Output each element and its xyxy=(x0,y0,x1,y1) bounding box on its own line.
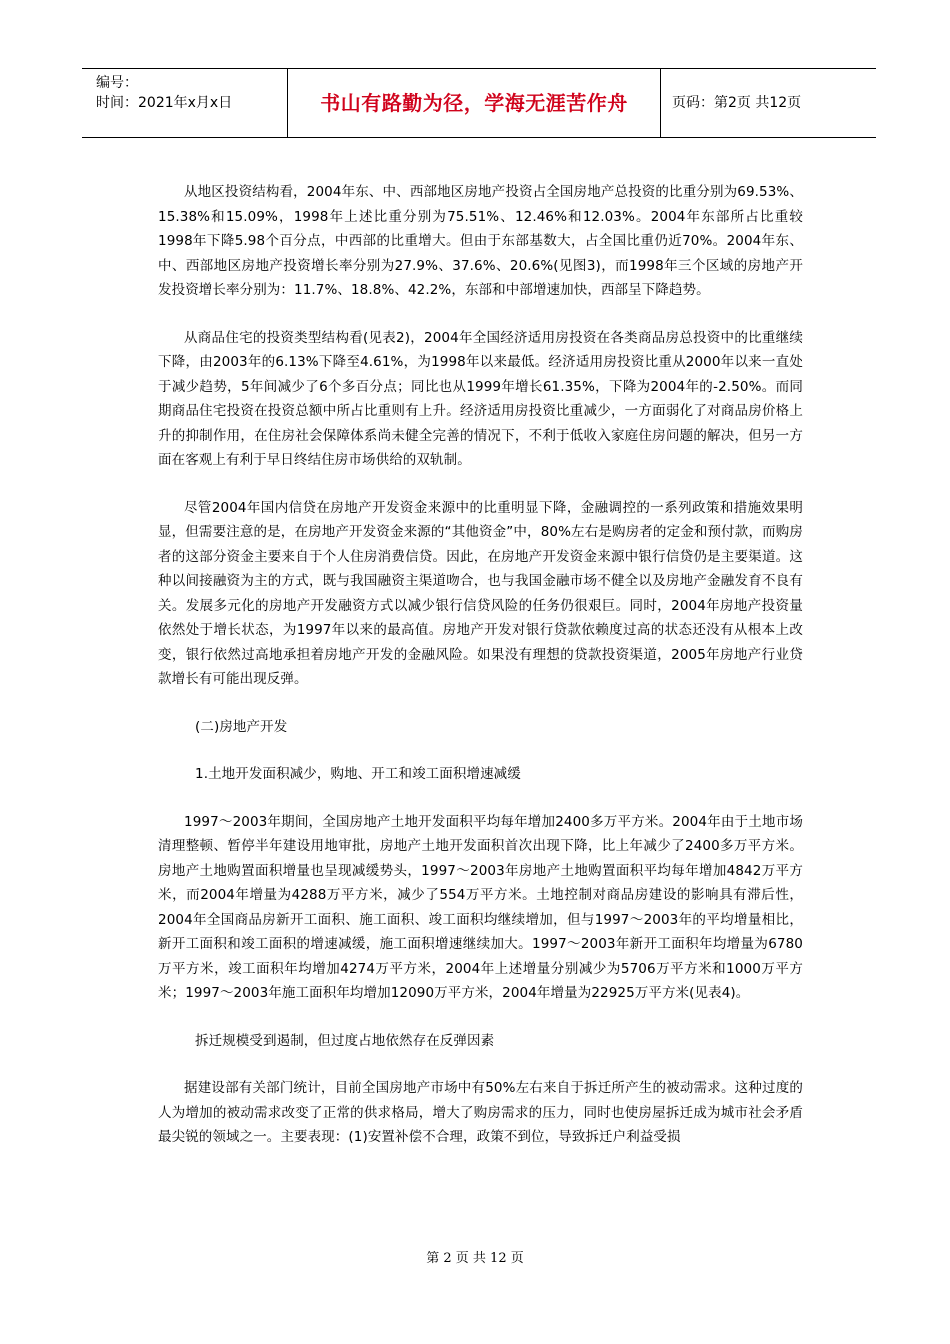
page-header xyxy=(82,68,876,138)
body-paragraph: 据建设部有关部门统计，目前全国房地产市场中有50%左右来自于拆迁所产生的被动需求。这种过度的人为增加的被动需求改变了正常的供求格局，增大了购房需求的压力，同时也使房屋拆迁成为城市社会矛盾最尖锐的领域之一。主要表现：(1)安置补偿不合理，政策不到位，导致拆迁户利益受损 xyxy=(158,1080,803,1145)
header-page-number: 页码：第2页 共12页 xyxy=(672,95,802,111)
header-meta xyxy=(96,73,232,113)
section-heading: (二)房地产开发 xyxy=(195,718,288,735)
body-paragraph: 从商品住宅的投资类型结构看(见表2)，2004年全国经济适用房投资在各类商品房总投资中的比重继续下降，由2003年的6.13%下降至4.61%，为1998年以来最低。经济适用房投资比重从2000年以来一直处于减少趋势，5年间减少了6个多百分点；同比也从1999年增长61.35%，下降为2004年的-2.50%。而同期商品住宅投资在投资总额中所占比重则有上升。经济适用房投资比重减少，一方面弱化了对商品房价格上升的抑制作用，在住房社会保障体系尚未健全完善的情况下，不利于低收入家庭住房问题的解决，但另一方面在客观上有利于早日终结住房市场供给的双轨制。 xyxy=(158,329,803,468)
header-divider xyxy=(660,69,661,137)
page-footer: 第 2 页 共 12 页 xyxy=(426,1251,524,1266)
sub-heading: 1.土地开发面积减少，购地、开工和竣工面积增速减缓 xyxy=(195,766,521,782)
body-paragraph: 1997～2003年期间，全国房地产土地开发面积平均每年增加2400多万平方米。2004年由于土地市场清理整顿、暂停半年建设用地审批，房地产土地开发面积首次出现下降，比上年减少了2400多万平方米。房地产土地购置面积增量也呈现减缓势头，1997～2003年房地产土地购置面积平均每年增加4842万平方米，而2004年增量为4288万平方米，减少了554万平方米。土地控制对商品房建设的影响具有滞后性，2004年全国商品房新开工面积、施工面积、竣工面积均继续增加，但与1997～2003年的平均增量相比，新开工面积和竣工面积的增速减缓，施工面积增速继续加大。1997～2003年新开工面积年均增量为6780万平方米，竣工面积年均增加4274万平方米，2004年上述增量分别减少为5706万平方米和1000万平方米；1997～2003年施工面积年均增加12090万平方米，2004年增量为22925万平方米(见表4)。 xyxy=(158,813,803,1001)
document-body xyxy=(158,180,803,1173)
body-paragraph: 尽管2004年国内信贷在房地产开发资金来源中的比重明显下降，金融调控的一系列政策和措施效果明显，但需要注意的是，在房地产开发资金来源的“其他资金”中，80%左右是购房者的定金和预付款，而购房者的这部分资金主要来自于个人住房消费信贷。因此，在房地产开发资金来源中银行信贷仍是主要渠道。这种以间接融资为主的方式，既与我国融资主渠道吻合，也与我国金融市场不健全以及房地产金融发育不良有关。发展多元化的房地产开发融资方式以减少银行信贷风险的任务仍很艰巨。同时，2004年房地产投资量依然处于增长状态，为1997年以来的最高值。房地产开发对银行贷款依赖度过高的状态还没有从根本上改变，银行依然过高地承担着房地产开发的金融风险。如果没有理想的贷款投资渠道，2005年房地产行业贷款增长有可能出现反弹。 xyxy=(158,499,803,687)
document-number-label: 编号： xyxy=(96,75,138,91)
body-paragraph: 从地区投资结构看，2004年东、中、西部地区房地产投资占全国房地产总投资的比重分别为69.53%、15.38%和15.09%，1998年上述比重分别为75.51%、12.46%和12.03%。2004年东部所占比重较1998年下降5.98个百分点，中西部的比重增大。但由于东部基数大，占全国比重仍近70%。2004年东、中、西部地区房地产投资增长率分别为27.9%、37.6%、20.6%(见图3)，而1998年三个区域的房地产开发投资增长率分别为：11.7%、18.8%、42.2%，东部和中部增速加快，西部呈下降趋势。 xyxy=(158,184,803,298)
document-time-label: 时间：2021年x月x日 xyxy=(96,95,233,111)
sub-heading: 拆迁规模受到遏制，但过度占地依然存在反弹因素 xyxy=(195,1032,495,1049)
header-motto: 书山有路勤为径，学海无涯苦作舟 xyxy=(320,91,628,115)
